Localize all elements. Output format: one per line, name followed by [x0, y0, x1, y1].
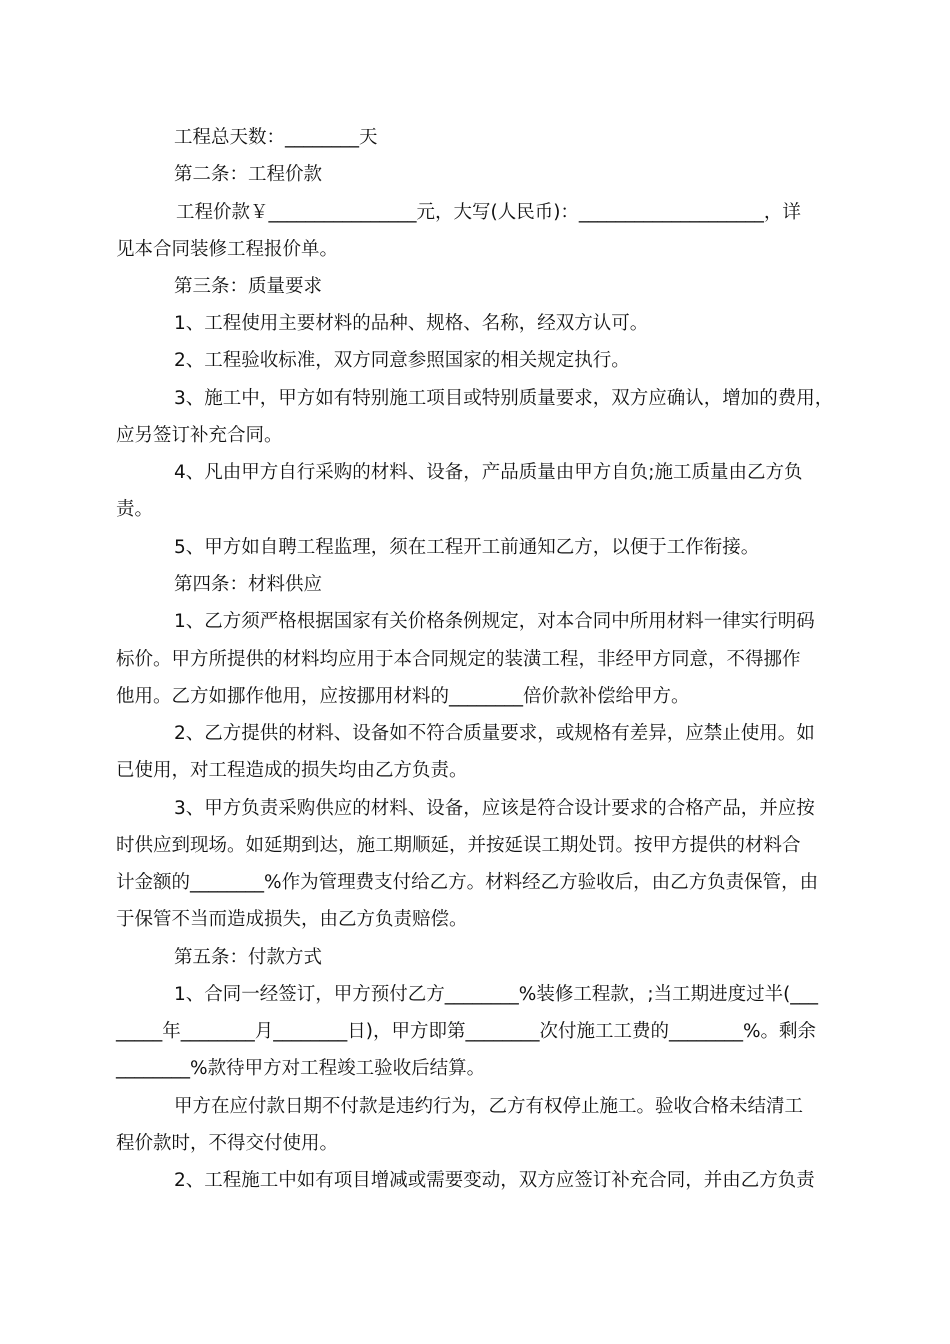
text-line: 甲方在应付款日期不付款是违约行为，乙方有权停止施工。验收合格未结清工 — [174, 1096, 804, 1117]
text-line: 1、乙方须严格根据国家有关价格条例规定，对本合同中所用材料一律实行明码 — [174, 611, 815, 632]
section-heading: 第二条：工程价款 — [174, 164, 323, 185]
text-line: 见本合同装修工程报价单。 — [116, 239, 339, 260]
text-line: 工程总天数：________天 — [174, 127, 378, 148]
text-line: 4、凡由甲方自行采购的材料、设备，产品质量由甲方自负;施工质量由乙方负 — [174, 462, 803, 483]
text-line: 3、甲方负责采购供应的材料、设备，应该是符合设计要求的合格产品，并应按 — [174, 798, 815, 819]
text-line: 工程价款￥________________元，大写(人民币)：____________________，详 — [176, 202, 801, 223]
text-line: 5、甲方如自聘工程监理，须在工程开工前通知乙方，以便于工作衔接。 — [174, 537, 760, 558]
text-line: 标价。甲方所提供的材料均应用于本合同规定的装潢工程，非经甲方同意，不得挪作 — [116, 649, 801, 670]
text-line: _____年________月________日)，甲方即第________次付施工工费的________%。剩余 — [116, 1021, 817, 1042]
text-line: 2、乙方提供的材料、设备如不符合质量要求，或规格有差异，应禁止使用。如 — [174, 723, 815, 744]
text-line: 于保管不当而造成损失，由乙方负责赔偿。 — [116, 909, 468, 930]
text-line: 计金额的________%作为管理费支付给乙方。材料经乙方验收后，由乙方负责保管，由 — [116, 872, 819, 893]
text-line: 1、合同一经签订，甲方预付乙方________%装修工程款，;当工期进度过半(___ — [174, 984, 819, 1005]
section-heading: 第五条：付款方式 — [174, 947, 323, 968]
text-line: 责。 — [116, 499, 154, 520]
section-heading: 第四条：材料供应 — [174, 574, 323, 595]
text-line: 时供应到现场。如延期到达，施工期顺延，并按延误工期处罚。按甲方提供的材料合 — [116, 835, 801, 856]
text-line: 2、工程施工中如有项目增减或需要变动，双方应签订补充合同，并由乙方负责 — [174, 1170, 815, 1191]
text-line: 程价款时，不得交付使用。 — [116, 1133, 339, 1154]
text-line: 他用。乙方如挪作他用，应按挪用材料的________倍价款补偿给甲方。 — [116, 686, 690, 707]
text-line: 2、工程验收标准，双方同意参照国家的相关规定执行。 — [174, 350, 630, 371]
text-line: ________%款待甲方对工程竣工验收后结算。 — [116, 1058, 486, 1079]
text-line: 应另签订补充合同。 — [116, 425, 283, 446]
text-line: 1、工程使用主要材料的品种、规格、名称，经双方认可。 — [174, 313, 649, 334]
section-heading: 第三条：质量要求 — [174, 276, 323, 297]
text-line: 3、施工中，甲方如有特别施工项目或特别质量要求，双方应确认，增加的费用， — [174, 388, 834, 409]
text-line: 已使用，对工程造成的损失均由乙方负责。 — [116, 760, 468, 781]
